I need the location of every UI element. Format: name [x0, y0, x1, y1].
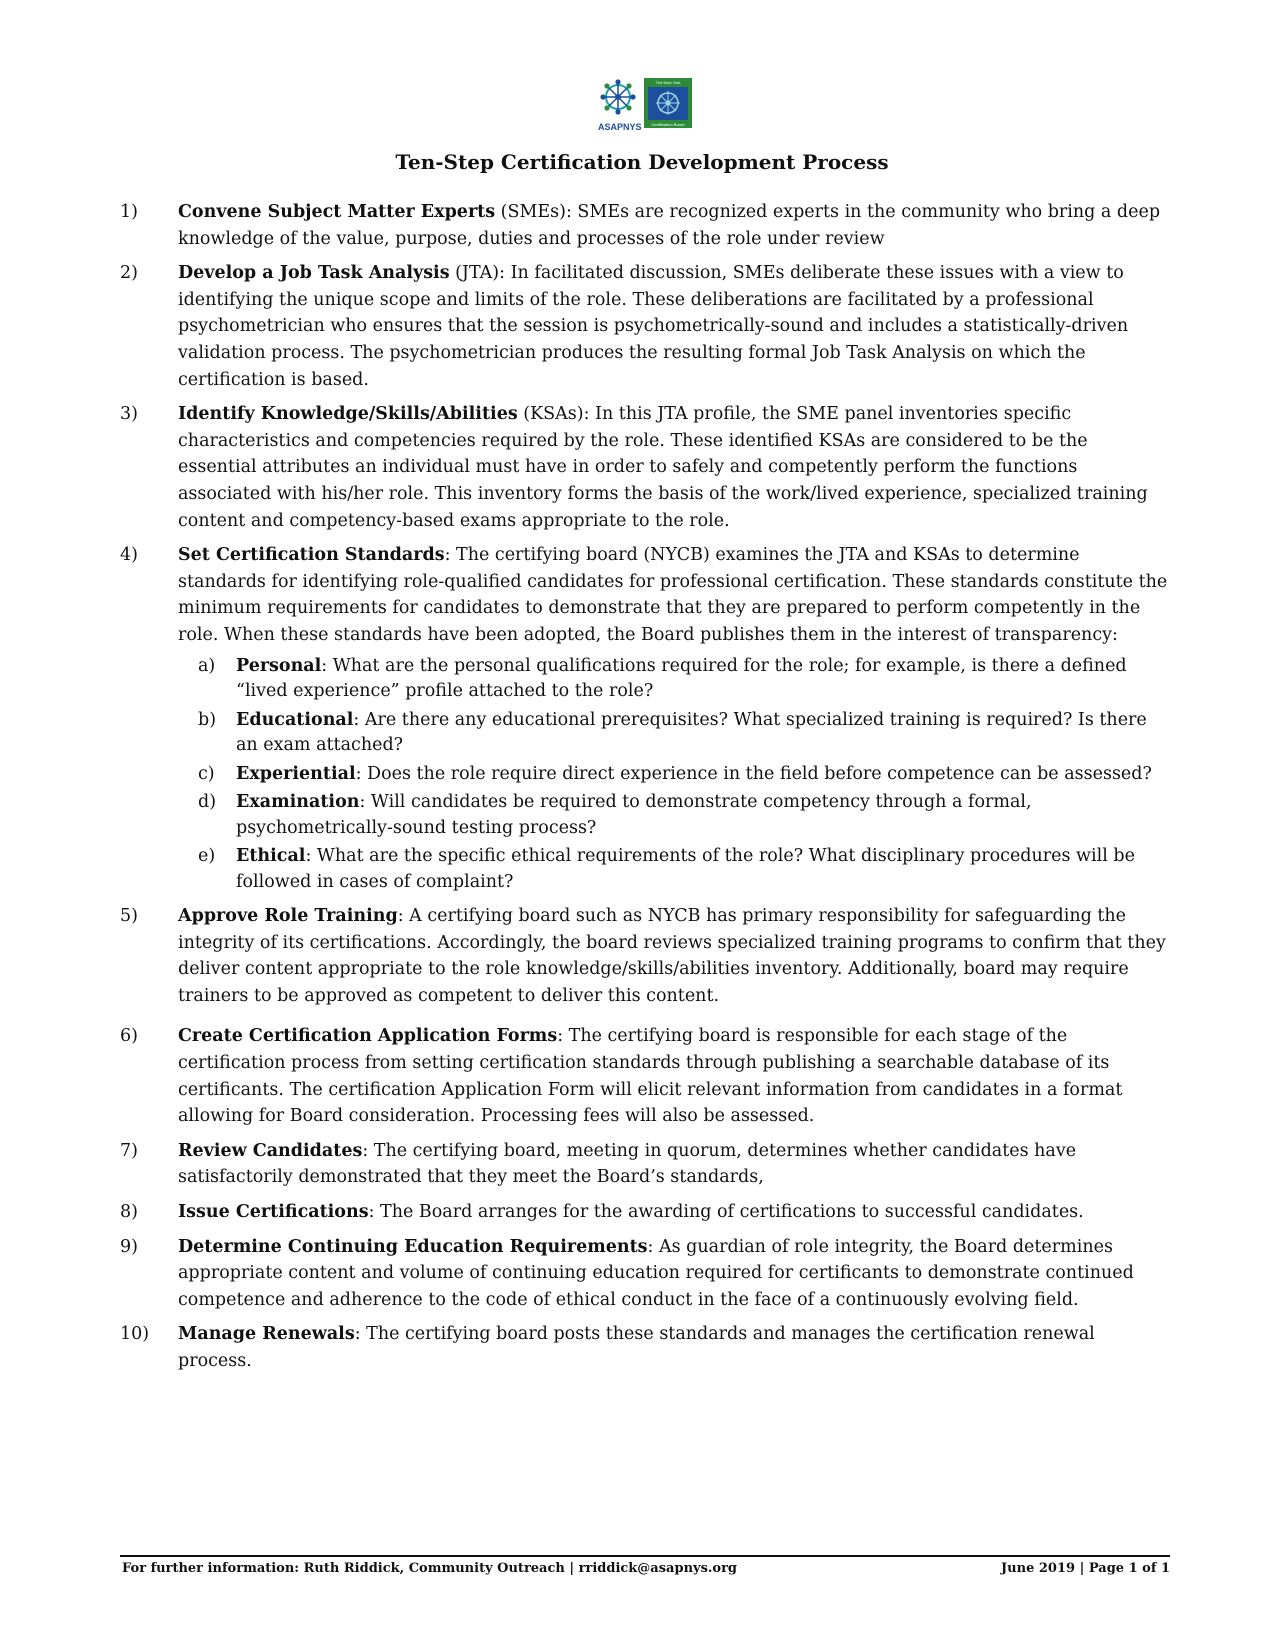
step-text: (SMEs): SMEs are recognized experts in the community who bring a deep knowledge of the value, purpose, duties and processes of the role under review [178, 202, 1161, 249]
step-text: : As guardian of role integrity, the Board determines appropriate content and volume of continuing education required for certificants to demonstrate continued competence and adherence to the code of ethical conduct in the face of a continuously evolving field. [178, 1236, 1134, 1310]
step-8 [120, 1199, 1170, 1226]
footer-page-info: June 2019 | Page 1 of 1 [1001, 1561, 1170, 1576]
step-term: Create Certification Application Forms [178, 1026, 558, 1047]
step-number: 5) [120, 906, 138, 926]
standard-item [178, 762, 1170, 788]
board-badge-icon [644, 78, 692, 128]
step-term: Manage Renewals [178, 1324, 355, 1345]
standard-text: : What are the personal qualifications required for the role; for example, is there a defined “lived experience” profile attached to the role? [236, 655, 1127, 701]
step-number: 6) [120, 1026, 138, 1047]
step-text: : The Board arranges for the awarding of certifications to successful candidates. [368, 1201, 1084, 1222]
step-term: Determine Continuing Education Requirements [178, 1236, 648, 1257]
step-term: Issue Certifications [178, 1201, 369, 1222]
step-number: 3) [120, 404, 138, 425]
standard-item [178, 708, 1170, 759]
step-text: : A certifying board such as NYCB has primary responsibility for safeguarding the integrity of its certifications. Accordingly, the board reviews specialized training programs to confirm that they deliver content appropriate to the role knowledge/skills/abilities inventory. Additionally, board may require trainers to be approved as competent to deliver this content. [178, 906, 1166, 1006]
standard-letter: b) [198, 709, 217, 730]
svg-text:Certification Board: Certification Board [651, 122, 685, 127]
step-term: Develop a Job Task Analysis [178, 263, 450, 284]
standard-term: Examination [236, 792, 360, 812]
standard-term: Experiential [236, 763, 356, 784]
step-term: Set Certification Standards [178, 545, 445, 566]
step-number: 2) [120, 263, 138, 284]
step-number: 4) [120, 545, 138, 566]
page-title: Ten-Step Certification Development Process [395, 150, 889, 174]
standard-letter: a) [198, 655, 216, 676]
standard-text: : Are there any educational prerequisites? What specialized training is required? Is there an exam attached? [236, 709, 1147, 755]
step-number: 7) [120, 1140, 138, 1161]
standard-item [178, 844, 1170, 895]
step-number: 1) [120, 202, 138, 222]
step-text: (JTA): In facilitated discussion, SMEs deliberate these issues with a view to identifying the unique scope and limits of the role. These deliberations are facilitated by a professional psychometrician who ensures that the session is psychometrically-sound and includes a statistically-driven validation process. The psychometrician produces the resulting formal Job Task Analysis on which the certification is based. [178, 263, 1129, 390]
step-number: 8) [120, 1201, 138, 1222]
standard-item [178, 790, 1170, 841]
standard-item [178, 654, 1170, 705]
standards-list [178, 654, 1170, 896]
standard-term: Educational [236, 709, 354, 730]
step-9 [120, 1234, 1170, 1314]
step-text: : The certifying board (NYCB) examines the JTA and KSAs to determine standards for identifying role-qualified candidates for professional certification. These standards constitute the minimum requirements for candidates to demonstrate that they are prepared to perform competently in the role. When these standards have been adopted, the Board publishes them in the interest of transparency: [178, 545, 1168, 645]
step-3 [120, 401, 1170, 534]
step-10 [120, 1321, 1170, 1374]
standard-letter: c) [198, 763, 215, 784]
step-text: (KSAs): In this JTA profile, the SME panel inventories specific characteristics and competencies required by the role. These identified KSAs are considered to be the essential attributes an individual must have in order to safely and competently perform the functions associated with his/her role. This inventory forms the basis of the work/lived experience, specialized training content and competency-based exams appropriate to the role. [178, 404, 1148, 531]
logo-text: ASAPNYS [598, 122, 642, 132]
standard-text: : What are the specific ethical requirements of the role? What disciplinary procedures will be followed in cases of complaint? [236, 846, 1135, 892]
step-text: : The certifying board posts these standards and manages the certification renewal process. [178, 1324, 1095, 1371]
step-term: Approve Role Training [178, 906, 398, 926]
footer-contact: For further information: Ruth Riddick, Community Outreach | rriddick@asapnys.org [122, 1561, 738, 1576]
step-7 [120, 1138, 1170, 1191]
step-text: : The certifying board, meeting in quorum, determines whether candidates have satisfactorily demonstrated that they meet the Board’s standards, [178, 1140, 1077, 1188]
step-2 [120, 260, 1170, 393]
step-term: Identify Knowledge/Skills/Abilities [178, 404, 518, 425]
step-number: 10) [120, 1324, 150, 1345]
standard-text: : Will candidates be required to demonstrate competency through a formal, psychometrically-sound testing process? [236, 792, 1032, 838]
standard-term: Personal [236, 655, 322, 676]
wheel-icon [600, 79, 635, 114]
step-text: : The certifying board is responsible for each stage of the certification process from setting certification standards through publishing a searchable database of its certificants. The certification Application Form will elicit relevant information from candidates in a format allowing for Board consideration. Processing fees will also be assessed. [178, 1026, 1123, 1127]
steps-list [120, 199, 1170, 1383]
standard-letter: d) [198, 792, 217, 812]
svg-text:The New York: The New York [655, 80, 681, 85]
step-term: Review Candidates [178, 1140, 363, 1161]
step-5 [120, 903, 1170, 1009]
standard-term: Ethical [236, 846, 306, 866]
step-6 [120, 1023, 1170, 1129]
standard-text: : Does the role require direct experience in the field before competence can be assessed? [355, 763, 1152, 784]
asapnys-logo [596, 78, 696, 134]
footer-divider [120, 1555, 1170, 1557]
step-term: Convene Subject Matter Experts [178, 202, 496, 222]
step-4 [120, 542, 1170, 895]
step-1 [120, 199, 1170, 252]
step-number: 9) [120, 1236, 138, 1257]
standard-letter: e) [198, 846, 216, 866]
